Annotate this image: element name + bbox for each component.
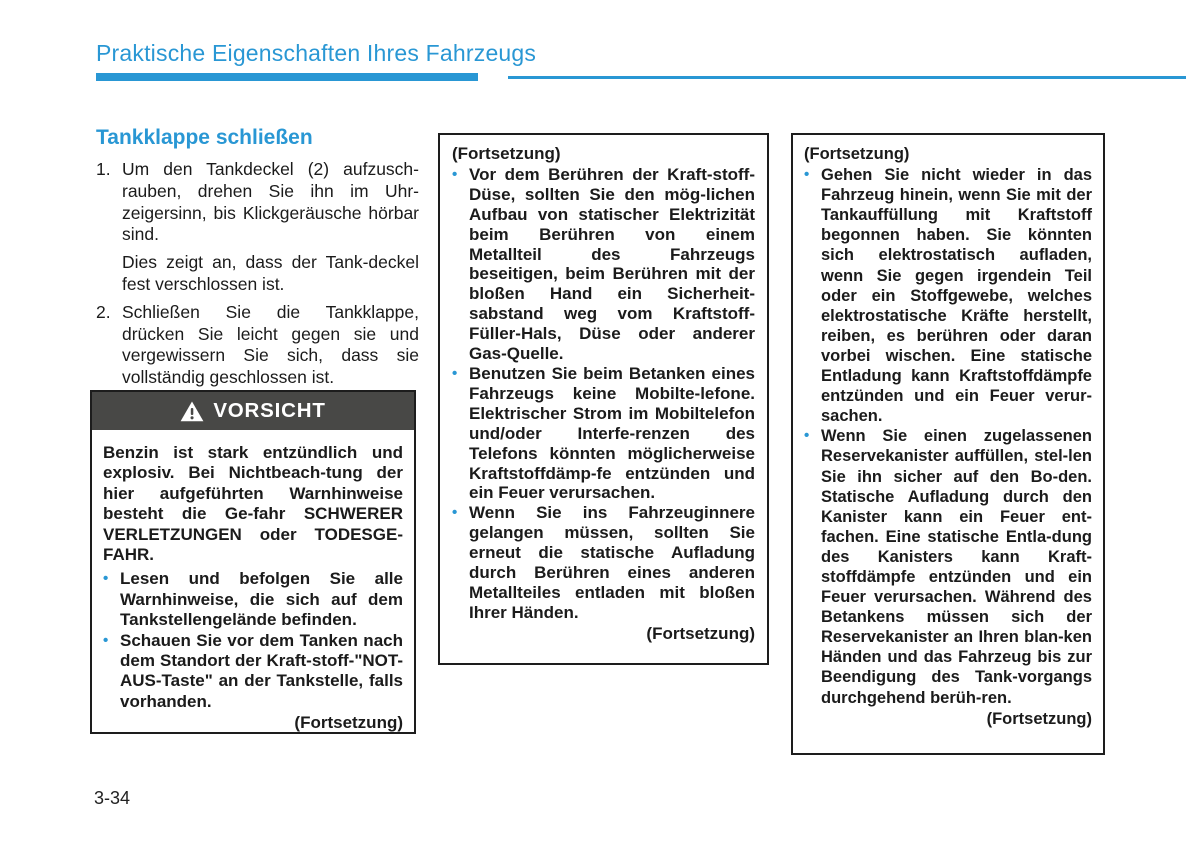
warning-title: VORSICHT: [213, 399, 326, 422]
continuation-label: (Fortsetzung): [294, 713, 403, 733]
continuation-label: (Fortsetzung): [986, 709, 1092, 728]
list-item: • Vor dem Berühren der Kraft-stoff-Düse, sollten Sie den mög-lichen Aufbau von statischer Elektrizität beim Berühren von einem Metallteil des Fahrzeugs beseitigen, beim Berühren mit der bloßen Hand ein Sicherheit-sabstand weg vom Kraftstoff-Füller-Hals, Düse oder anderer Gas-Quelle.: [452, 164, 755, 364]
bullet-dot-icon: •: [804, 427, 810, 445]
warning-bullet: • Schauen Sie vor dem Tanken nach dem Standort der Kraft-stoff-"NOT-AUS-Taste" an der Tankstelle, falls vorhanden.: [103, 630, 403, 711]
page-title: Praktische Eigenschaften Ihres Fahrzeugs: [96, 40, 537, 66]
list-item: • Gehen Sie nicht wieder in das Fahrzeug hinein, wenn Sie mit der Tankauffüllung mit Kraftstoff begonnen haben. Sie könnten sich elektrostatisch aufladen, wenn Sie gegen irgendein Teil oder ein Stoffgewebe, welches elektrostatische Kräfte herstellt, reiben, es berühren oder daran vorbei wischen. Eine statische Entladung kann Kraftstoffdämpfe entzünden und ein Feuer verur-sachen.: [804, 166, 1092, 426]
section-title: Tankklappe schließen: [96, 126, 313, 149]
step-text: Schließen Sie die Tankklappe, drücken Sie leicht gegen sie und vergewissern Sie sich, dass sie vollständig geschlossen ist.: [122, 301, 419, 388]
continuation-label: (Fortsetzung): [804, 145, 910, 163]
warning-triangle-icon: [180, 401, 204, 422]
step-text: Um den Tankdeckel (2) aufzusch-rauben, drehen Sie ihn im Uhr-zeigersinn, bis Klickgeräusche hörbar sind.: [122, 159, 419, 245]
continuation-box-middle: [438, 133, 769, 665]
bullet-dot-icon: •: [452, 165, 458, 183]
warning-header: [92, 392, 414, 430]
header-rule-thin: [508, 76, 1186, 79]
continuation-label: (Fortsetzung): [646, 623, 755, 643]
bullet-dot-icon: •: [804, 166, 810, 184]
step-1: [96, 159, 419, 246]
instruction-steps: [96, 159, 419, 395]
warning-body: [92, 430, 414, 734]
list-item: • Benutzen Sie beim Betanken eines Fahrzeugs keine Mobilte-lefone. Elektrischer Strom im Mobiltelefon und/oder Interfe-renzen des Telefons könnten möglicherweise Kraftstoffdämp-fe entzünden und ein Feuer verursachen.: [452, 363, 755, 503]
step-number: 1.: [96, 159, 111, 179]
warning-intro: Benzin ist stark entzündlich und explosiv. Bei Nichtbeach-tung der hier aufgeführten Warnhinweise besteht die Ge-fahr SCHWERER VERLETZUNGEN oder TODESGE-FAHR.: [103, 443, 403, 565]
page-number: 3-34: [94, 788, 131, 808]
step-1-note: [96, 252, 419, 296]
bullet-dot-icon: •: [452, 504, 458, 522]
warning-box: [90, 390, 416, 734]
list-item: • Wenn Sie einen zugelassenen Reservekanister auffüllen, stel-len Sie ihn sicher auf den Bo-den. Statische Aufladung durch den Kanister kann ein Feuer ent-fachen. Eine statische Entla-dung des Kanisters kann Kraft-stoffdämpfe entzünden und ein Feuer verursachen. Während des Betankens müssen sich der Reservekanister an Ihren blan-ken Händen und das Fahrzeug bis zur Beendigung des Tank-vorgangs durchgehend berüh-ren.: [804, 427, 1092, 707]
header-rule-thick: [96, 73, 478, 81]
bullet-dot-icon: •: [452, 364, 458, 382]
continuation-label: (Fortsetzung): [452, 144, 561, 163]
list-item: • Wenn Sie ins Fahrzeuginnere gelangen müssen, sollten Sie erneut die statische Aufladung durch Berühren eines anderen Metallteiles entladen mit bloßen Ihrer Händen.: [452, 503, 755, 622]
bullet-dot-icon: •: [103, 631, 109, 649]
step-2: [96, 302, 419, 389]
warning-bullet: • Lesen und befolgen Sie alle Warnhinweise, die sich auf dem Tankstellengelände befinden.: [103, 569, 403, 630]
step-number: 2.: [96, 301, 111, 322]
bullet-dot-icon: •: [103, 570, 109, 588]
continuation-box-right: [791, 133, 1105, 755]
step-text: Dies zeigt an, dass der Tank-deckel fest verschlossen ist.: [122, 252, 419, 294]
